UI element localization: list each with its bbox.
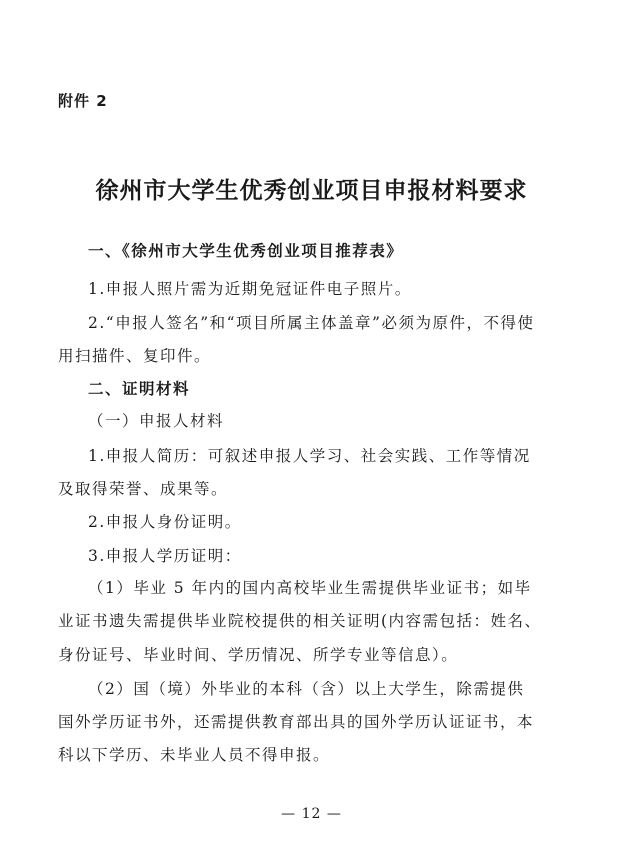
section2-para1-line2: 业证书遗失需提供毕业院校提供的相关证明(内容需包括：姓名、: [58, 612, 542, 630]
section2-heading: 二、证明材料: [88, 380, 191, 398]
section2-para1-line1: （1）毕业 5 年内的国内高校毕业生需提供毕业证书；如毕: [88, 579, 532, 597]
attachment-label: 附件 2: [58, 92, 108, 110]
section2-item1-line2: 及取得荣誉、成果等。: [58, 480, 229, 498]
section1-item1: 1.申报人照片需为近期免冠证件电子照片。: [88, 280, 412, 298]
page-number: — 12 —: [281, 806, 342, 822]
section2-para1-line3: 身份证号、毕业时间、学历情况、所学专业等信息）。: [58, 646, 459, 664]
section2-sub1: （一）申报人材料: [88, 412, 225, 430]
document-title: 徐州市大学生优秀创业项目申报材料要求: [95, 177, 528, 204]
section2-item3: 3.申报人学历证明：: [88, 547, 242, 565]
section2-para2-line2: 国外学历证书外，还需提供教育部出具的国外学历认证证书，本: [58, 713, 535, 731]
section2-item2: 2.申报人身份证明。: [88, 513, 242, 531]
section1-item2-line2: 用扫描件、复印件。: [58, 347, 212, 365]
section2-para2-line3: 科以下学历、未毕业人员不得申报。: [58, 746, 331, 764]
section1-heading: 一、《徐州市大学生优秀创业项目推荐表》: [88, 242, 404, 260]
section2-item1-line1: 1.申报人简历：可叙述申报人学习、社会实践、工作等情况: [88, 447, 531, 465]
section2-para2-line1: （2）国（境）外毕业的本科（含）以上大学生，除需提供: [88, 680, 525, 698]
section1-item2-line1: 2.“申报人签名”和“项目所属主体盖章”必须为原件，不得使: [88, 314, 535, 332]
